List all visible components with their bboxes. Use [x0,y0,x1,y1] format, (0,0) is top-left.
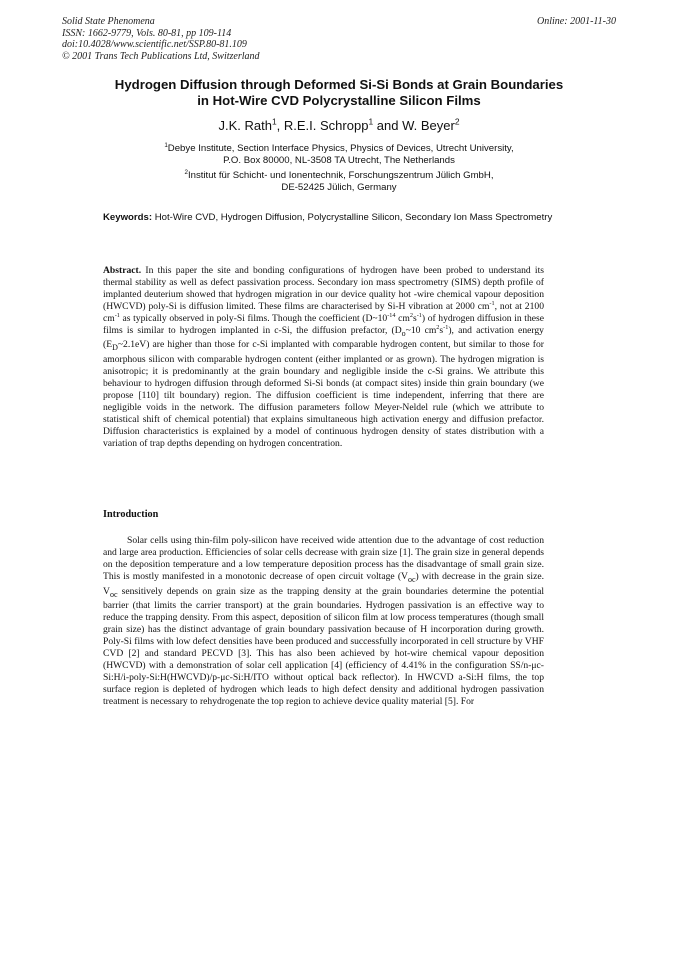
superscript: 2 [436,323,440,331]
superscript: -1 [114,311,120,319]
abstract-text: s [412,312,417,324]
intro-text: ) with decrease in the grain size. V [103,570,544,597]
subscript: o [401,328,406,338]
keywords-text: Hot-Wire CVD, Hydrogen Diffusion, Polycrystalline Silicon, Secondary Ion Mass Spectrometry [152,212,553,223]
title-line-2: in Hot-Wire CVD Polycrystalline Silicon Films [197,93,481,108]
title-line-1: Hydrogen Diffusion through Deformed Si-Si Bonds at Grain Boundaries [114,77,564,92]
abstract-text: In this paper the site and bonding configurations of hydrogen have been probed to understand its thermal stability as well as defect passivation process. Secondary ion mass spectrometry (SIMS) depth profile of implanted deuterium showed that hydrogen migration in our device quality hot -wire chemical vapour deposition (HWCVD) poly-Si is diffusion limited. These films are characterised by Si-H vibration at 2000 cm [103,265,544,312]
abstract-text: ), and activation energy (E [103,324,544,351]
subscript: D [112,343,118,353]
abstract-text: , not at 2100 cm [103,300,544,324]
author-2: R.E.I. Schropp [283,118,369,133]
abstract-text: cm [395,312,410,324]
author-1-affiliation-mark: 1 [271,116,277,127]
intro-text: Solar cells using thin-film poly-silicon have received wide attention due to the advantage of cost reduction and large area production. Efficiencies of solar cells decrease with grain size [1]. The grain size in general depends on the deposition temperature and a low temperature deposition process has the disadvantage of small grain size. This is mostly manifested in a monotonic decrease of open circuit voltage (V [103,535,544,582]
author-3: W. Beyer [402,118,455,133]
journal-copyright: © 2001 Trans Tech Publications Ltd, Switzerland [62,50,260,62]
affiliation-1 [90,143,588,167]
abstract-label: Abstract. [103,265,142,276]
affiliation-line: Institut für Schicht- und Ionentechnik, Forschungszentrum Jülich GmbH, [187,170,494,181]
intro-text: sensitively depends on grain size as the trapping density at the grain boundaries determine the potential barrier (that limits the carrier transport) at the grain boundaries. Hydrogen passivation is an effective way to reduce the trapping density. From this aspect, deposition of silicon film at low process temperatures (though small grain size) has the distinct advantage of grain boundary passivation because of H incorporation during growth. Poly-Si films with low defect densities have been produced and successfully incorporated in cell structure by VHF CVD [2] and standard PECVD [3]. This has also been achieved by hot-wire chemical vapour deposition (HWCVD) with a demonstration of solar cell application [4] (efficiency of 4.41% in the configuration SS/n-μc-Si:H/i-poly-Si:H(HWCVD)/p-μc-Si:H/ITO without optical back reflector). In HWCVD a-Si:H films, the top surface region is depleted of hydrogen which leads to high defect density and additional hydrogen passivation treatment is necessary to rehydrogenate the top region to achieve device quality material [5]. For [103,585,544,707]
online-date: Online: 2001-11-30 [537,16,616,27]
superscript: 2 [409,311,413,319]
paper-title [80,77,598,109]
affiliation-2 [90,170,588,194]
section-heading-introduction: Introduction [103,509,159,520]
author-separator: and [373,118,403,133]
superscript: -14 [387,311,396,319]
introduction-paragraph [103,535,544,708]
subscript: oc [109,589,118,599]
journal-issn: ISSN: 1662-9779, Vols. 80-81, pp 109-114 [62,27,232,39]
abstract-text: ) of hydrogen diffusion in these films is similar to hydrogen implanted in c-Si, the diffusion prefactor, (D [103,312,544,336]
author-1: J.K. Rath [218,118,272,133]
affiliation-line: DE-52425 Jülich, Germany [281,182,397,193]
superscript: -1 [443,323,449,331]
journal-name: Solid State Phenomena [62,16,155,27]
keywords [103,212,573,224]
journal-doi[interactable]: doi:10.4028/www.scientific.net/SSP.80-81.109 [62,39,247,50]
author-list [80,118,598,134]
subscript: oc [407,574,416,584]
author-2-affiliation-mark: 1 [368,116,374,127]
abstract [103,265,544,449]
author-3-affiliation-mark: 2 [454,116,460,127]
keywords-label: Keywords: [103,212,153,223]
abstract-text: ~2.1eV) are higher than those for c-Si implanted with comparable hydrogen content, but similar to those for amorphous silicon with comparable hydrogen content (either implanted or as grown). The hydrogen migration is anisotropic; it is predominantly at the grain boundary and negligible inside the c-Si grains. We attribute this behaviour to hydrogen diffusion through deformed Si-Si bonds (at compact sites) inside thin grain boundary (we propose [110] tilt boundary) region. The diffusion coefficient is time independent, inferring that there are negligible voids in the network. The diffusion parameters follow Meyer-Neldel rule (which we attribute to statistical shift of chemical potential) that explains simultaneous high activation energy and diffusion prefactor. Diffusion characteristics is explained by a model of continuous hydrogen density of states distribution with a variation of trap depths depending on hydrogen concentration. [103,339,544,449]
superscript: -1 [416,311,422,319]
affiliation-line: Debye Institute, Section Interface Physics, Physics of Devices, Utrecht University, [167,143,514,154]
abstract-text: as typically observed in poly-Si films. Though the coefficient (D~10 [119,312,388,324]
abstract-text: s [439,324,444,336]
author-separator: , [276,118,284,133]
abstract-text: ~10 cm [405,324,437,336]
affiliation-mark: 2 [184,168,188,176]
journal-info [62,16,260,62]
affiliation-line: P.O. Box 80000, NL-3508 TA Utrecht, The Netherlands [223,155,455,166]
affiliation-mark: 1 [164,141,168,149]
superscript: -1 [489,299,495,307]
